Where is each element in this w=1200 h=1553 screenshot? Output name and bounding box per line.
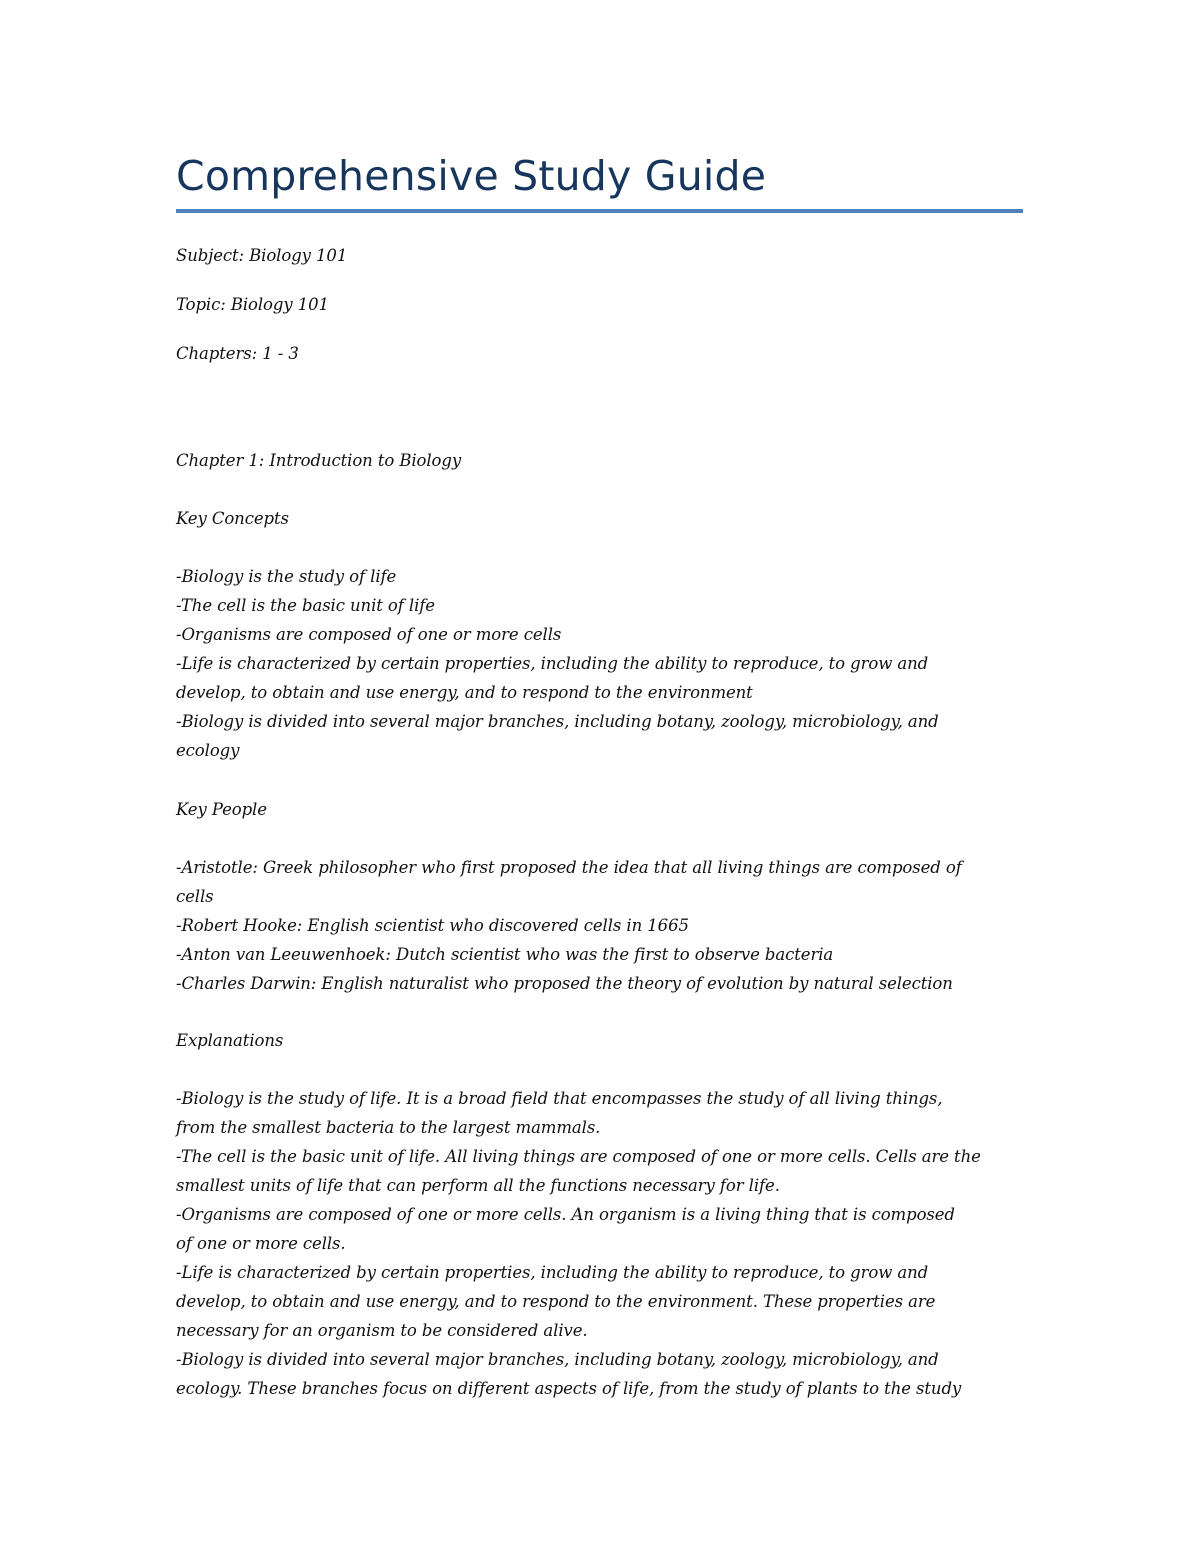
key-person-line: -Anton van Leeuwenhoek: Dutch scientist who was the first to observe bacteria: [176, 945, 834, 964]
key-person-line: -Charles Darwin: English naturalist who proposed the theory of evolution by natural selection: [176, 974, 953, 993]
explanations-list: [176, 1084, 1036, 1403]
key-people-heading: Key People: [176, 800, 267, 819]
explanation-line: necessary for an organism to be considered alive.: [176, 1321, 588, 1340]
explanation-line: from the smallest bacteria to the largest mammals.: [176, 1118, 601, 1137]
title-underline-rule: [176, 209, 1023, 213]
explanation-line: -Organisms are composed of one or more cells. An organism is a living thing that is composed: [176, 1205, 955, 1224]
explanation-line: -Life is characterized by certain properties, including the ability to reproduce, to grow and: [176, 1263, 929, 1282]
key-concept-line: ecology: [176, 741, 240, 760]
explanation-line: develop, to obtain and use energy, and to respond to the environment. These properties are: [176, 1292, 936, 1311]
explanation-line: ecology. These branches focus on different aspects of life, from the study of plants to the study: [176, 1379, 962, 1398]
key-person-line: cells: [176, 887, 214, 906]
key-concept-line: develop, to obtain and use energy, and to respond to the environment: [176, 683, 753, 702]
explanation-line: -Biology is the study of life. It is a broad field that encompasses the study of all living things,: [176, 1089, 943, 1108]
key-concept-line: -Biology is the study of life: [176, 567, 397, 586]
chapters-line: Chapters: 1 - 3: [176, 344, 299, 363]
key-concept-line: -Organisms are composed of one or more cells: [176, 625, 562, 644]
key-concept-line: -The cell is the basic unit of life: [176, 596, 435, 615]
explanation-line: smallest units of life that can perform all the functions necessary for life.: [176, 1176, 780, 1195]
topic-line: Topic: Biology 101: [176, 295, 329, 314]
explanations-heading: Explanations: [176, 1031, 284, 1050]
key-concepts-list: [176, 562, 1036, 765]
key-person-line: -Robert Hooke: English scientist who discovered cells in 1665: [176, 916, 689, 935]
chapter-heading: Chapter 1: Introduction to Biology: [176, 451, 462, 470]
key-people-list: [176, 853, 1036, 998]
explanation-line: of one or more cells.: [176, 1234, 346, 1253]
key-concept-line: -Biology is divided into several major branches, including botany, zoology, microbiology, and: [176, 712, 939, 731]
explanation-line: -Biology is divided into several major branches, including botany, zoology, microbiology, and: [176, 1350, 939, 1369]
subject-line: Subject: Biology 101: [176, 246, 348, 265]
document-title: Comprehensive Study Guide: [176, 152, 767, 200]
key-person-line: -Aristotle: Greek philosopher who first proposed the idea that all living things are composed of: [176, 858, 962, 877]
key-concepts-heading: Key Concepts: [176, 509, 289, 528]
explanation-line: -The cell is the basic unit of life. All living things are composed of one or more cells. Cells are the: [176, 1147, 981, 1166]
key-concept-line: -Life is characterized by certain properties, including the ability to reproduce, to grow and: [176, 654, 929, 673]
